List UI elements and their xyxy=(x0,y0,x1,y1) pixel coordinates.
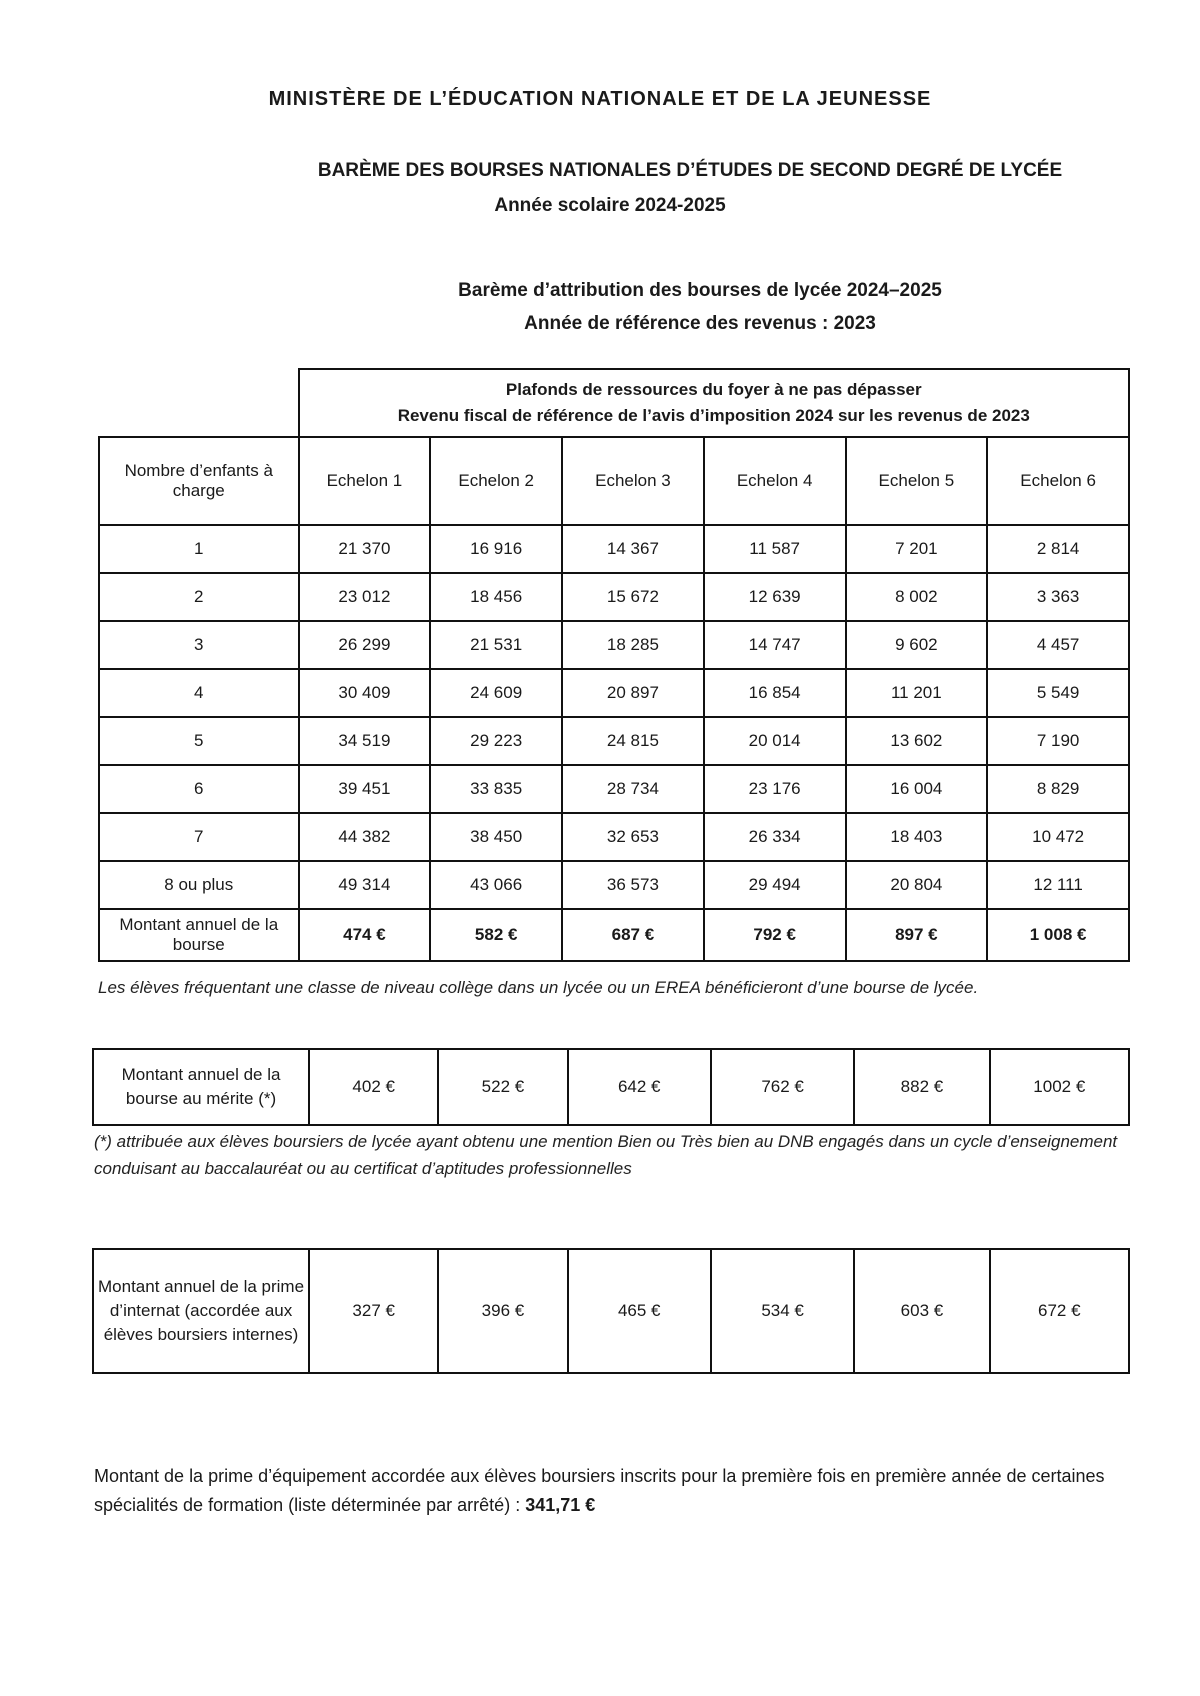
ceiling-cell: 18 285 xyxy=(562,621,704,669)
row-label: 2 xyxy=(99,573,299,621)
ceiling-cell: 20 804 xyxy=(846,861,988,909)
ceiling-cell: 16 854 xyxy=(704,669,846,717)
ceiling-cell: 24 815 xyxy=(562,717,704,765)
internat-value: 465 € xyxy=(568,1249,711,1373)
ceiling-cell: 21 531 xyxy=(430,621,562,669)
column-header: Echelon 3 xyxy=(562,437,704,525)
merit-value: 522 € xyxy=(438,1049,567,1125)
row-label: 5 xyxy=(99,717,299,765)
column-header: Echelon 5 xyxy=(846,437,988,525)
table-corner xyxy=(99,369,299,437)
ceiling-cell: 10 472 xyxy=(987,813,1129,861)
ministry-heading: MINISTÈRE DE L’ÉDUCATION NATIONALE ET DE LA JEUNESSE xyxy=(268,88,932,110)
row-label: 4 xyxy=(99,669,299,717)
ceiling-cell: 8 002 xyxy=(846,573,988,621)
table-header-line2: Revenu fiscal de référence de l’avis d’imposition 2024 sur les revenus de 2023 xyxy=(397,406,1030,425)
ceiling-cell: 43 066 xyxy=(430,861,562,909)
ceiling-cell: 23 176 xyxy=(704,765,846,813)
ceiling-cell: 34 519 xyxy=(299,717,431,765)
ceiling-cell: 12 111 xyxy=(987,861,1129,909)
ceiling-cell: 9 602 xyxy=(846,621,988,669)
ceiling-cell: 33 835 xyxy=(430,765,562,813)
table-row xyxy=(99,861,1129,909)
row-header: Nombre d’enfants à charge xyxy=(99,437,299,525)
ceiling-cell: 24 609 xyxy=(430,669,562,717)
ceiling-cell: 14 367 xyxy=(562,525,704,573)
row-label: 7 xyxy=(99,813,299,861)
ceiling-cell: 4 457 xyxy=(987,621,1129,669)
internat-value: 396 € xyxy=(438,1249,567,1373)
column-header: Echelon 2 xyxy=(430,437,562,525)
ceiling-cell: 11 587 xyxy=(704,525,846,573)
ceiling-cell: 39 451 xyxy=(299,765,431,813)
table-row xyxy=(99,717,1129,765)
ceiling-cell: 21 370 xyxy=(299,525,431,573)
ceiling-cell: 18 456 xyxy=(430,573,562,621)
ceiling-cell: 14 747 xyxy=(704,621,846,669)
ceiling-cell: 26 334 xyxy=(704,813,846,861)
ceiling-cell: 3 363 xyxy=(987,573,1129,621)
merit-value: 402 € xyxy=(309,1049,438,1125)
ceiling-cell: 49 314 xyxy=(299,861,431,909)
amount-cell: 474 € xyxy=(299,909,431,961)
ceiling-cell: 32 653 xyxy=(562,813,704,861)
table-row xyxy=(99,525,1129,573)
merit-note: (*) attribuée aux élèves boursiers de lycée ayant obtenu une mention Bien ou Très bien au DNB engagés dans un cycle d’enseignement conduisant au baccalauréat ou au certificat d’aptitudes professionnelles xyxy=(94,1132,1118,1178)
reference-year: Année de référence des revenus : 2023 xyxy=(524,313,876,334)
column-header: Echelon 6 xyxy=(987,437,1129,525)
row-label: 8 ou plus xyxy=(99,861,299,909)
table-subtitle: Barème d’attribution des bourses de lycée 2024–2025 xyxy=(458,280,942,301)
ceiling-cell: 8 829 xyxy=(987,765,1129,813)
row-label: 6 xyxy=(99,765,299,813)
amount-cell: 897 € xyxy=(846,909,988,961)
ceiling-cell: 7 201 xyxy=(846,525,988,573)
equipment-paragraph xyxy=(94,1462,1154,1520)
internat-value: 327 € xyxy=(309,1249,438,1373)
college-note: Les élèves fréquentant une classe de niveau collège dans un lycée ou un EREA bénéficieront d’une bourse de lycée. xyxy=(98,978,979,997)
ceiling-cell: 44 382 xyxy=(299,813,431,861)
table-header-line1: Plafonds de ressources du foyer à ne pas dépasser xyxy=(505,380,922,399)
row-label: 1 xyxy=(99,525,299,573)
merit-value: 762 € xyxy=(711,1049,854,1125)
merit-label: Montant annuel de la bourse au mérite (*) xyxy=(93,1049,309,1125)
ceiling-cell: 13 602 xyxy=(846,717,988,765)
ceiling-cell: 20 897 xyxy=(562,669,704,717)
ceiling-cell: 20 014 xyxy=(704,717,846,765)
table-row xyxy=(99,573,1129,621)
merit-table xyxy=(92,1048,1130,1126)
ceiling-cell: 28 734 xyxy=(562,765,704,813)
ceiling-cell: 30 409 xyxy=(299,669,431,717)
ceiling-cell: 2 814 xyxy=(987,525,1129,573)
ceiling-cell: 36 573 xyxy=(562,861,704,909)
merit-value: 1002 € xyxy=(990,1049,1129,1125)
document-title: BARÈME DES BOURSES NATIONALES D’ÉTUDES DE SECOND DEGRÉ DE LYCÉE xyxy=(317,160,1063,181)
ceiling-cell: 18 403 xyxy=(846,813,988,861)
table-row xyxy=(99,813,1129,861)
internat-label: Montant annuel de la prime d’internat (accordée aux élèves boursiers internes) xyxy=(93,1249,309,1373)
column-header: Echelon 4 xyxy=(704,437,846,525)
ceiling-cell: 26 299 xyxy=(299,621,431,669)
table-row xyxy=(99,765,1129,813)
ceiling-cell: 15 672 xyxy=(562,573,704,621)
amount-cell: 1 008 € xyxy=(987,909,1129,961)
equipment-text: Montant de la prime d’équipement accordée aux élèves boursiers inscrits pour la première fois en première année de certaines spécialités de formation (liste déterminée par arrêté) : xyxy=(94,1466,1105,1515)
table-row xyxy=(99,669,1129,717)
table-header xyxy=(299,369,1129,437)
column-header: Echelon 1 xyxy=(299,437,431,525)
amount-label: Montant annuel de la bourse xyxy=(99,909,299,961)
row-label: 3 xyxy=(99,621,299,669)
ceiling-cell: 16 004 xyxy=(846,765,988,813)
internat-value: 534 € xyxy=(711,1249,854,1373)
table-row xyxy=(99,621,1129,669)
income-ceiling-table xyxy=(98,368,1130,962)
internat-table xyxy=(92,1248,1130,1374)
amount-cell: 792 € xyxy=(704,909,846,961)
school-year: Année scolaire 2024-2025 xyxy=(494,195,726,216)
ceiling-cell: 29 494 xyxy=(704,861,846,909)
merit-value: 642 € xyxy=(568,1049,711,1125)
ceiling-cell: 7 190 xyxy=(987,717,1129,765)
ceiling-cell: 29 223 xyxy=(430,717,562,765)
amount-cell: 582 € xyxy=(430,909,562,961)
ceiling-cell: 12 639 xyxy=(704,573,846,621)
internat-value: 603 € xyxy=(854,1249,989,1373)
ceiling-cell: 11 201 xyxy=(846,669,988,717)
internat-value: 672 € xyxy=(990,1249,1129,1373)
equipment-amount: 341,71 € xyxy=(525,1495,596,1515)
ceiling-cell: 16 916 xyxy=(430,525,562,573)
ceiling-cell: 38 450 xyxy=(430,813,562,861)
ceiling-cell: 5 549 xyxy=(987,669,1129,717)
ceiling-cell: 23 012 xyxy=(299,573,431,621)
amount-cell: 687 € xyxy=(562,909,704,961)
merit-value: 882 € xyxy=(854,1049,989,1125)
